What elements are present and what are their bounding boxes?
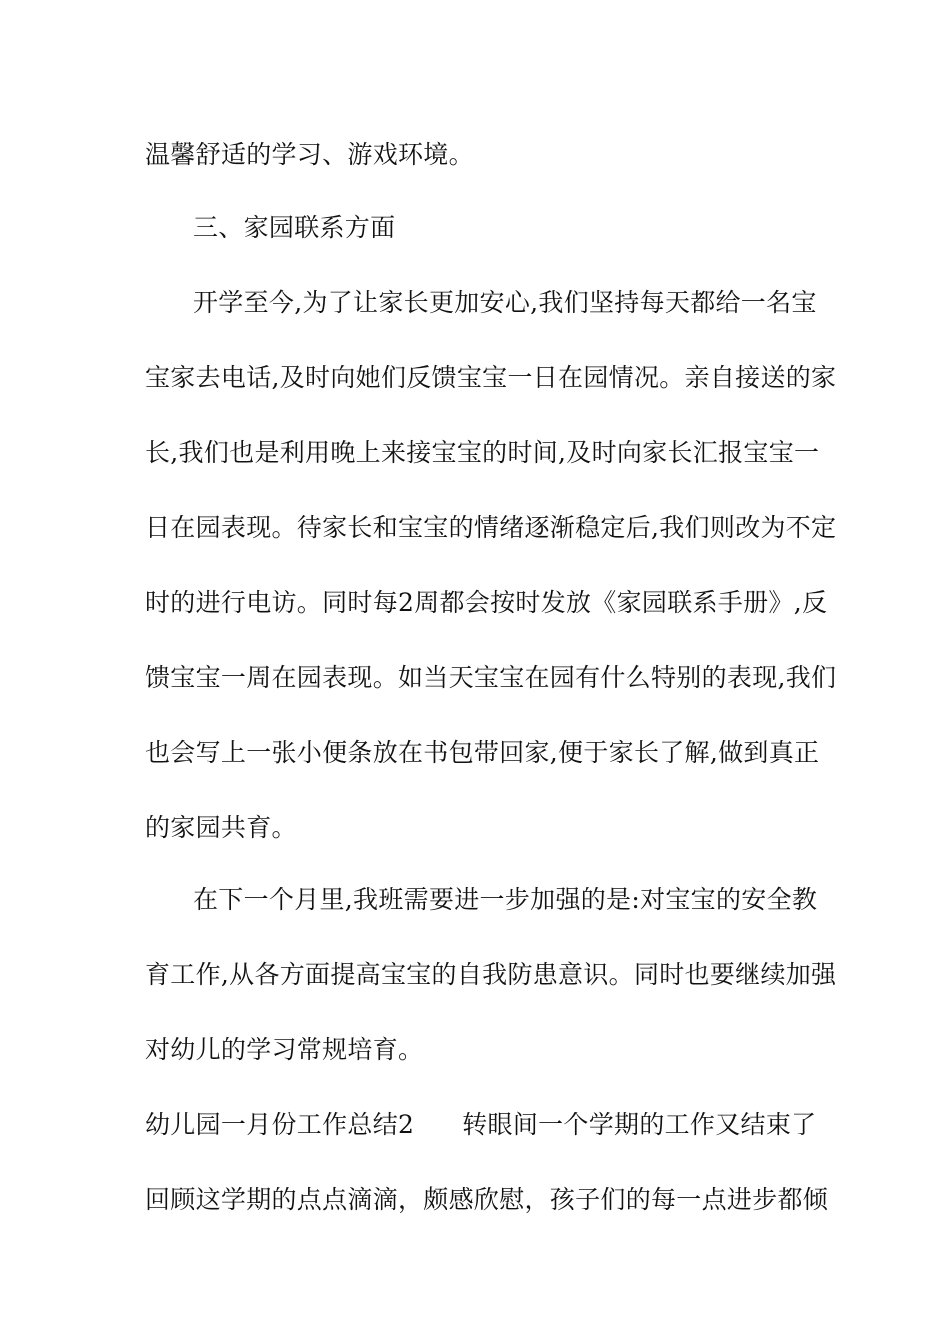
summary-intro-text: 转眼间一个学期的工作又结束了 [462, 1110, 817, 1139]
paragraph-line: 宝家去电话,及时向她们反馈宝宝一日在园情况。亲自接送的家 [145, 363, 837, 392]
paragraph-line: 的家园共育。 [145, 813, 297, 842]
paragraph-line: 育工作,从各方面提高宝宝的自我防患意识。同时也要继续加强 [145, 960, 837, 989]
paragraph-line: 时的进行电访。同时每2周都会按时发放《家园联系手册》,反 [145, 588, 828, 617]
paragraph-line: 长,我们也是利用晚上来接宝宝的时间,及时向家长汇报宝宝一 [145, 438, 820, 467]
paragraph-line: 馈宝宝一周在园表现。如当天宝宝在园有什么特别的表现,我们 [145, 663, 837, 692]
section-heading: 三、家园联系方面 [193, 213, 396, 242]
summary-heading-line [145, 1110, 817, 1140]
paragraph-line: 开学至今,为了让家长更加安心,我们坚持每天都给一名宝 [193, 288, 817, 317]
summary-title: 幼儿园一月份工作总结2 [145, 1110, 415, 1139]
paragraph-line: 温馨舒适的学习、游戏环境。 [145, 140, 474, 169]
paragraph-line: 在下一个月里,我班需要进一步加强的是:对宝宝的安全教 [193, 885, 818, 914]
paragraph-line: 回顾这学期的点点滴滴，颇感欣慰，孩子们的每一点进步都倾 [145, 1185, 829, 1214]
paragraph-line: 对幼儿的学习常规培育。 [145, 1035, 424, 1064]
paragraph-line: 日在园表现。待家长和宝宝的情绪逐渐稳定后,我们则改为不定 [145, 513, 837, 542]
paragraph-line: 也会写上一张小便条放在书包带回家,便于家长了解,做到真正 [145, 738, 820, 767]
